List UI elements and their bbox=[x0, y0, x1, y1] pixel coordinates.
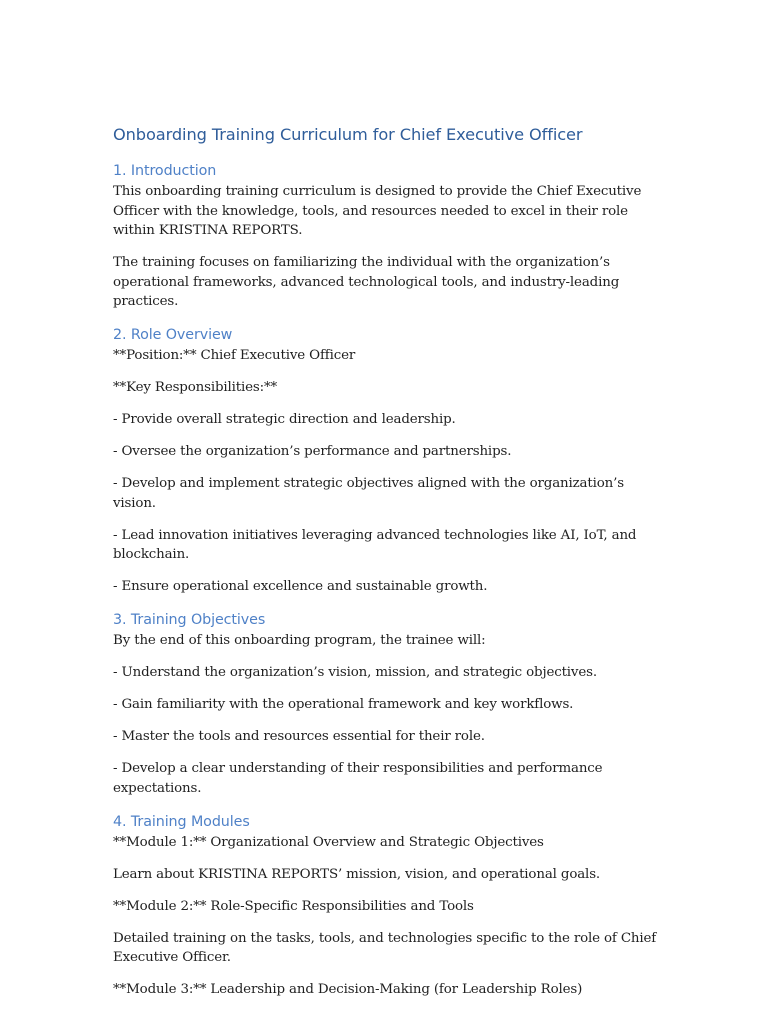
section-training-modules bbox=[113, 811, 661, 1000]
paragraph: **Position:** Chief Executive Officer bbox=[113, 348, 356, 363]
section-heading: 1. Introduction bbox=[113, 163, 217, 179]
list-item: - Oversee the organization’s performance and partnerships. bbox=[113, 444, 512, 459]
list-item: - Develop and implement strategic objectives aligned with the organization’s vision. bbox=[113, 476, 624, 511]
list-item: - Lead innovation initiatives leveraging advanced technologies like AI, IoT, and blockchain. bbox=[113, 527, 637, 562]
paragraph: **Module 3:** Leadership and Decision-Making (for Leadership Roles) bbox=[113, 982, 583, 997]
section-heading: 3. Training Objectives bbox=[113, 612, 266, 628]
list-item: - Gain familiarity with the operational framework and key workflows. bbox=[113, 697, 574, 712]
section-role-overview bbox=[113, 324, 661, 597]
section-heading: 4. Training Modules bbox=[113, 813, 250, 830]
paragraph: **Module 1:** Organizational Overview and Strategic Objectives bbox=[113, 834, 544, 850]
paragraph: Learn about KRISTINA REPORTS’ mission, vision, and operational goals. bbox=[113, 866, 601, 882]
section-heading: 2. Role Overview bbox=[113, 327, 233, 343]
list-item: - Provide overall strategic direction and leadership. bbox=[113, 412, 456, 427]
paragraph: By the end of this onboarding program, the trainee will: bbox=[113, 633, 486, 648]
paragraph: **Module 2:** Role-Specific Responsibilities and Tools bbox=[113, 898, 474, 914]
section-training-objectives bbox=[113, 609, 661, 798]
paragraph: Detailed training on the tasks, tools, and technologies specific to the role of Chief Executive Officer. bbox=[113, 930, 657, 965]
document-title: Onboarding Training Curriculum for Chief Executive Officer bbox=[113, 125, 583, 144]
paragraph: The training focuses on familiarizing the individual with the organization’s operational frameworks, advanced technological tools, and industry-leading practices. bbox=[113, 255, 620, 309]
paragraph: **Key Responsibilities:** bbox=[113, 380, 278, 395]
paragraph: This onboarding training curriculum is designed to provide the Chief Executive Officer with the knowledge, tools, and resources needed to excel in their role within KRISTINA REPORTS. bbox=[113, 184, 642, 238]
list-item: - Master the tools and resources essential for their role. bbox=[113, 729, 485, 744]
section-introduction bbox=[113, 160, 661, 312]
list-item: - Understand the organization’s vision, mission, and strategic objectives. bbox=[113, 665, 597, 680]
document-page bbox=[113, 122, 661, 1012]
list-item: - Ensure operational excellence and sustainable growth. bbox=[113, 579, 488, 594]
list-item: - Develop a clear understanding of their responsibilities and performance expectations. bbox=[113, 761, 603, 796]
